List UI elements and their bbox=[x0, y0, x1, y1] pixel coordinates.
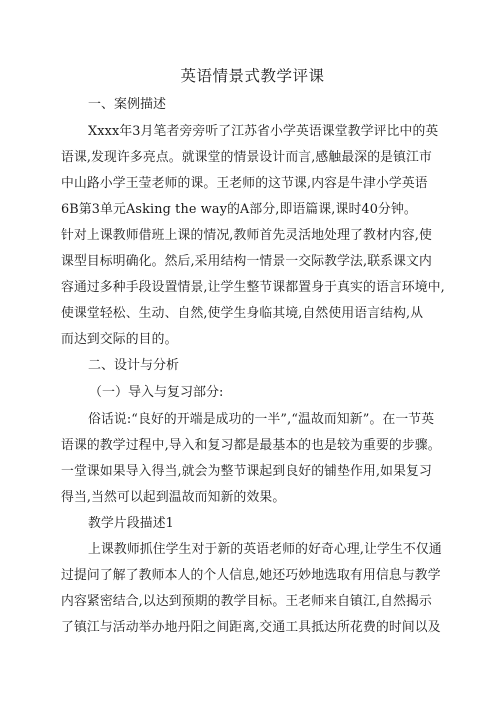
text-line: 一堂课如果导入得当,就会为整节课起到良好的铺垫作用,如果复习 bbox=[61, 464, 432, 479]
text-line: 针对上课教师借班上课的情况,教师首先灵活地处理了教材内容,使 bbox=[61, 228, 432, 243]
text-line: 得当,当然可以起到温故而知新的效果。 bbox=[61, 490, 286, 505]
text-line: 俗话说:“良好的开端是成功的一半”,“温故而知新”。在一节英 bbox=[88, 412, 435, 427]
document-title: 英语情景式教学评课 bbox=[180, 67, 325, 85]
text-line: 教学片段描述1 bbox=[88, 516, 174, 531]
paragraph-intro-review bbox=[61, 412, 444, 506]
text-line: 语课,发现许多亮点。就课堂的情景设计而言,感触最深的是镇江市 bbox=[61, 150, 432, 165]
text-line: 中山路小学王莹老师的课。王老师的这节课,内容是牛津小学英语 bbox=[61, 176, 428, 191]
paragraph-case-description bbox=[61, 124, 444, 348]
text-line: 上课教师抓住学生对于新的英语老师的好奇心理,让学生不仅通 bbox=[88, 542, 442, 557]
text-line: 而达到交际的目的。 bbox=[61, 332, 178, 347]
text-line: 6B第3单元Asking the way的A部分,即语篇课,课时40分钟。 bbox=[61, 202, 417, 217]
paragraph-teaching-fragment bbox=[61, 542, 444, 636]
text-line: 了镇江与活动举办地丹阳之间距离,交通工具抵达所花费的时间以及 bbox=[61, 620, 441, 635]
text-line: 内容紧密结合,以达到预期的教学目标。王老师来自镇江,自然揭示 bbox=[61, 594, 432, 609]
text-line: 课型目标明确化。然后,采用结构一情景一交际教学法,联系课文内 bbox=[61, 254, 432, 269]
subheading-intro-review: （一）导入与复习部分: bbox=[89, 385, 224, 400]
section-heading-case-description: 一、案例描述 bbox=[88, 97, 167, 112]
section-heading-design-analysis: 二、设计与分析 bbox=[88, 358, 180, 373]
text-line: 过提问了解了教师本人的个人信息,她还巧妙地选取有用信息与教学 bbox=[61, 568, 441, 583]
text-line: Xxxx年3月笔者旁旁听了江苏省小学英语课堂教学评比中的英 bbox=[88, 124, 439, 139]
text-line: 使课堂轻松、生动、自然,使学生身临其境,自然使用语言结构,从 bbox=[61, 306, 424, 321]
text-line: 容通过多种手段设置情景,让学生整节课都置身于真实的语言环境中, bbox=[61, 280, 445, 295]
paragraph-teaching-fragment-label bbox=[61, 516, 444, 532]
text-line: 语课的教学过程中,导入和复习都是最基本的也是较为重要的步骤。 bbox=[61, 438, 441, 453]
